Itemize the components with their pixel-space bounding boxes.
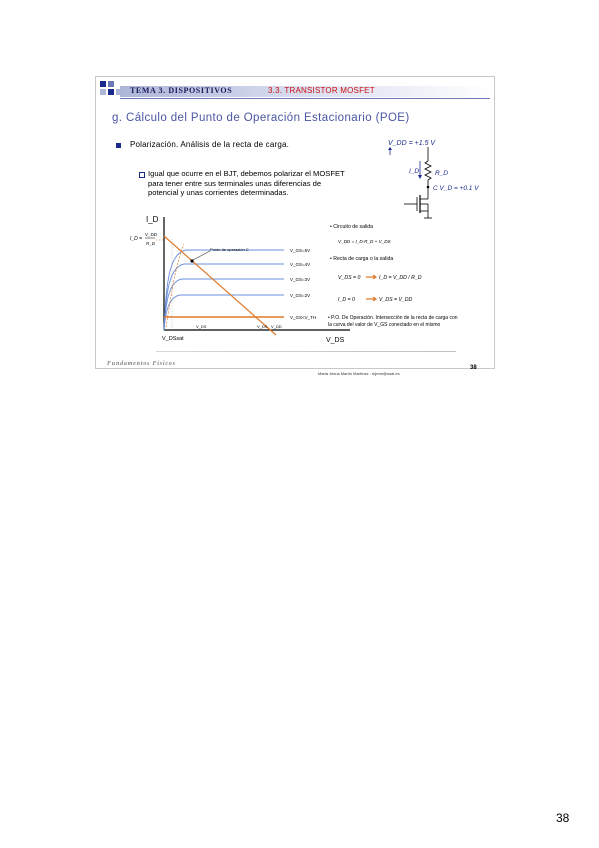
- note-eq1-lhs: V_DS = 0: [338, 275, 361, 281]
- header-tema: TEMA 3. DISPOSITIVOS: [130, 86, 233, 95]
- id-eq-num: V_DD: [145, 232, 158, 237]
- bullet-bjt-text: Igual que ocurre en el BJT, debemos polarizar el MOSFET para tener entre sus terminales unas diferencias de potencial y unas corrientes determinadas.: [148, 169, 345, 198]
- note-circuito: • Circuito de salida: [330, 224, 374, 230]
- note-eq2-rhs: V_DS = V_DD: [379, 297, 413, 303]
- bullet-hollow-square-icon: [139, 172, 145, 178]
- slide-number: 38: [470, 365, 477, 371]
- curve-vgs4: [164, 264, 284, 330]
- page-number: 38: [556, 811, 570, 825]
- curve-label-vth: V_GS<V_TH: [290, 315, 317, 320]
- note-eq1-rhs: I_D = V_DD / R_D: [379, 275, 422, 281]
- curve-vgs3: [164, 279, 284, 330]
- vdd-label: V_DD = +1.5 V: [388, 140, 436, 147]
- note-recta: • Recta de carga o la salida: [330, 256, 394, 262]
- header-divider: [120, 98, 490, 99]
- note-circuito-eq: V_DD = I_D·R_D + V_DS: [338, 239, 391, 244]
- curve-label-vgs4: V_GS=4V: [290, 262, 311, 267]
- slide-title: g. Cálculo del Punto de Operación Estacionario (POE): [112, 112, 410, 124]
- arrow-right-icon: [366, 275, 376, 279]
- id-eq-den: R_D: [146, 241, 156, 246]
- note-eq2-lhs: I_D = 0: [338, 297, 355, 303]
- note-po: • P.O. De Operación. Intersección de la recta de carga con la curva del valor de V_GS conectado en el mismo: [328, 315, 458, 328]
- curve-label-vgs2: V_GS=2V: [290, 293, 311, 298]
- slide: [96, 77, 494, 376]
- id-eq-lhs: I_D =: [130, 236, 143, 242]
- curve-label-vgs5: V_GS=5V: [290, 248, 311, 253]
- node-label: C V_D = +0.1 V: [433, 185, 479, 192]
- op-point-label: Punto de operación C: [210, 247, 249, 252]
- bullet-square-icon: [116, 143, 121, 148]
- curve-vgs5: [164, 250, 284, 330]
- footer-divider: [156, 351, 456, 352]
- bullet-polarizacion: Polarización. Análisis de la recta de carga.: [130, 140, 290, 149]
- header-subtema: 3.3. TRANSISTOR MOSFET: [268, 86, 375, 95]
- mosfet-circuit: [382, 135, 494, 221]
- x-tick-vds-1: V_DS: [196, 324, 207, 329]
- load-line-graph: [126, 209, 356, 347]
- resistor-icon: [425, 161, 431, 180]
- load-line-notes: [324, 221, 494, 347]
- x-tick-vds-2: V_DS: [257, 324, 268, 329]
- arrow-right-icon: [366, 297, 376, 301]
- x-tick-vdd: V_DD: [271, 324, 282, 329]
- y-axis-label: I_D: [146, 215, 159, 224]
- id-label: I_D: [409, 168, 420, 175]
- rd-label: R_D: [435, 170, 449, 177]
- footer-author: Maria Jesús Martín Martínez : mjmm@usal.es: [318, 371, 400, 376]
- curve-label-vgs3: V_GS=3V: [290, 277, 311, 282]
- x-axis-label: V_DS: [326, 337, 345, 344]
- x-tick-vdssat: V_DSsat: [162, 336, 184, 342]
- footer-logo: Fundamentos Físicos: [107, 361, 176, 367]
